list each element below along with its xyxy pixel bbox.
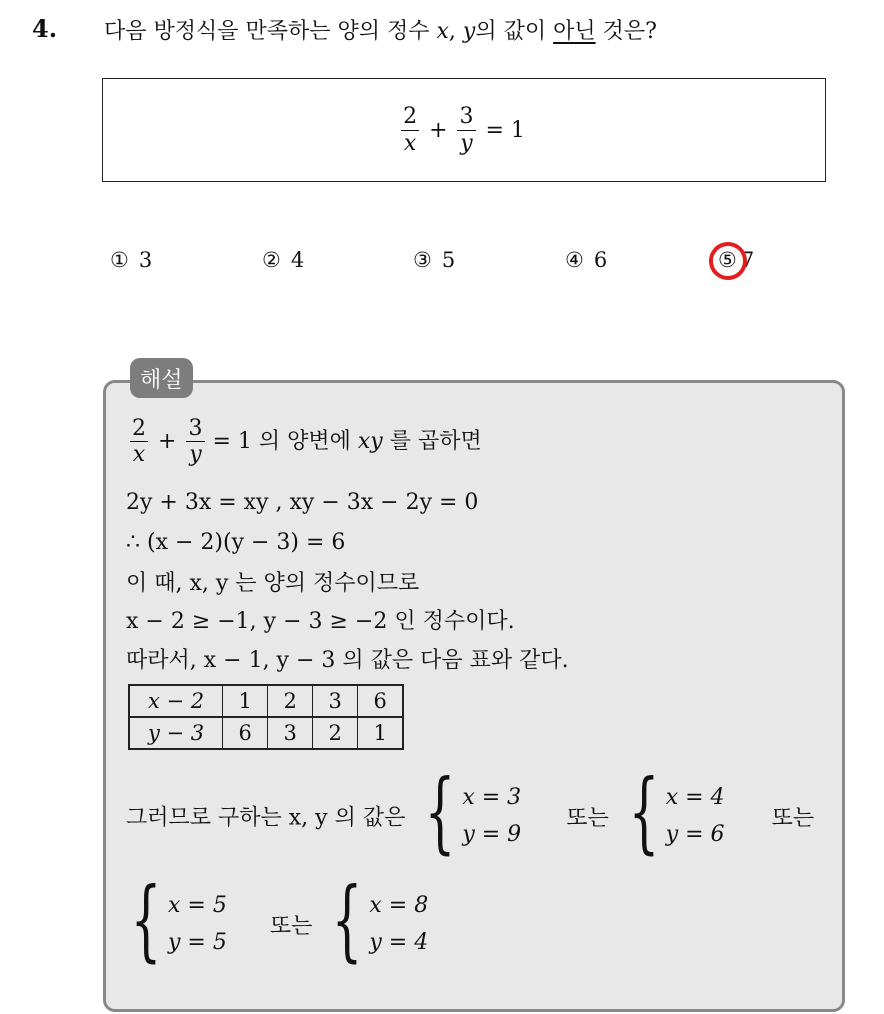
choice-mark: ⑤ [718,248,737,272]
choice-mark: ④ [565,248,584,272]
table-cell: 3 [313,685,358,717]
choice-value: 5 [441,248,456,272]
choice-value: 7 [740,248,755,272]
system-eq: x = 5 [168,893,227,918]
solution-line-3: ∴ (x − 2)(y − 3) = 6 [126,530,346,555]
equation-system-1 [420,760,522,863]
choice-value: 3 [138,248,153,272]
or-text: 또는 [771,805,815,831]
choice-2[interactable] [262,248,304,272]
equation-rhs: = 1 [485,117,525,143]
choice-5[interactable] [718,248,754,272]
table-cell: y − 3 [129,717,223,749]
red-circle-icon [705,238,750,283]
table-cell: x − 2 [129,685,223,717]
solution-line-6: 따라서, x − 1, y − 3 의 값은 다음 표와 같다. [126,648,569,673]
table-cell: 1 [358,717,404,749]
text: = 1 의 양변에 [212,428,358,454]
solution-line-1 [126,416,482,468]
denominator: x [401,130,419,156]
table-cell: 6 [358,685,404,717]
text: 를 곱하면 [382,428,482,454]
underlined-word: 아닌 [553,19,596,44]
value-table [128,684,404,750]
solution-tab: 해설 [130,358,193,398]
choice-1[interactable] [110,248,152,272]
choice-mark: ② [262,248,281,272]
table-cell: 6 [223,717,268,749]
choice-mark: ③ [413,248,432,272]
or-text: 또는 [566,805,609,831]
equation-system-2 [624,760,725,863]
plus-sign: + [158,428,177,454]
fraction-3-over-y [457,104,477,156]
system-eq: y = 6 [665,822,725,847]
choice-mark: ① [110,248,129,272]
table-cell: 2 [313,717,358,749]
question-number: 4. [32,14,58,43]
choice-value: 6 [593,248,608,272]
table-row [129,717,403,749]
fraction-3-over-y [185,416,205,468]
choice-3[interactable] [413,248,455,272]
system-eq: y = 5 [168,930,227,955]
numerator: 2 [403,104,418,130]
numerator: 2 [132,416,146,441]
table-cell: 1 [223,685,268,717]
numerator: 3 [188,416,203,441]
var-x: x [436,19,449,44]
solution-line-2: 2y + 3x = xy , xy − 3x − 2y = 0 [126,490,479,515]
left-brace-icon: { [628,760,660,863]
left-brace-icon: { [424,760,456,863]
solution-line-7 [126,760,815,863]
fraction-2-over-x [400,104,420,156]
table-cell: 3 [268,717,313,749]
equation-box [102,78,826,182]
solution-line-5: x − 2 ≥ −1, y − 3 ≥ −2 인 정수이다. [126,609,515,634]
choice-4[interactable] [565,248,607,272]
equation-system-3 [126,868,227,971]
comma: , [448,19,463,44]
table-row [129,685,403,717]
question-text-part: 다음 방정식을 만족하는 양의 정수 [104,19,437,44]
denominator: y [457,130,475,156]
system-eq: y = 4 [369,930,429,955]
question-text-part: 의 값이 [475,19,554,44]
table-cell: 2 [268,685,313,717]
question-text [104,14,657,45]
system-eq: x = 4 [665,785,725,810]
left-brace-icon: { [331,868,363,971]
system-eq: x = 8 [369,893,429,918]
choice-value: 4 [290,248,305,272]
question-text-part: 것은? [595,19,657,44]
denominator: y [186,441,204,467]
fraction-2-over-x [129,416,149,468]
var-xy: xy [357,428,383,454]
left-brace-icon: { [130,868,162,971]
answer-choices [0,248,884,278]
solution-line-8 [126,868,429,971]
text: 그러므로 구하는 x, y 의 값은 [126,805,406,831]
denominator: x [130,441,148,467]
numerator: 3 [459,104,474,130]
solution-line-4: 이 때, x, y 는 양의 정수이므로 [126,571,420,596]
plus-sign: + [429,117,448,143]
system-eq: x = 3 [462,785,522,810]
system-eq: y = 9 [462,822,522,847]
var-y: y [462,19,476,44]
selected-answer-mark [718,248,737,272]
equation-system-4 [327,868,429,971]
or-text: 또는 [269,913,313,939]
